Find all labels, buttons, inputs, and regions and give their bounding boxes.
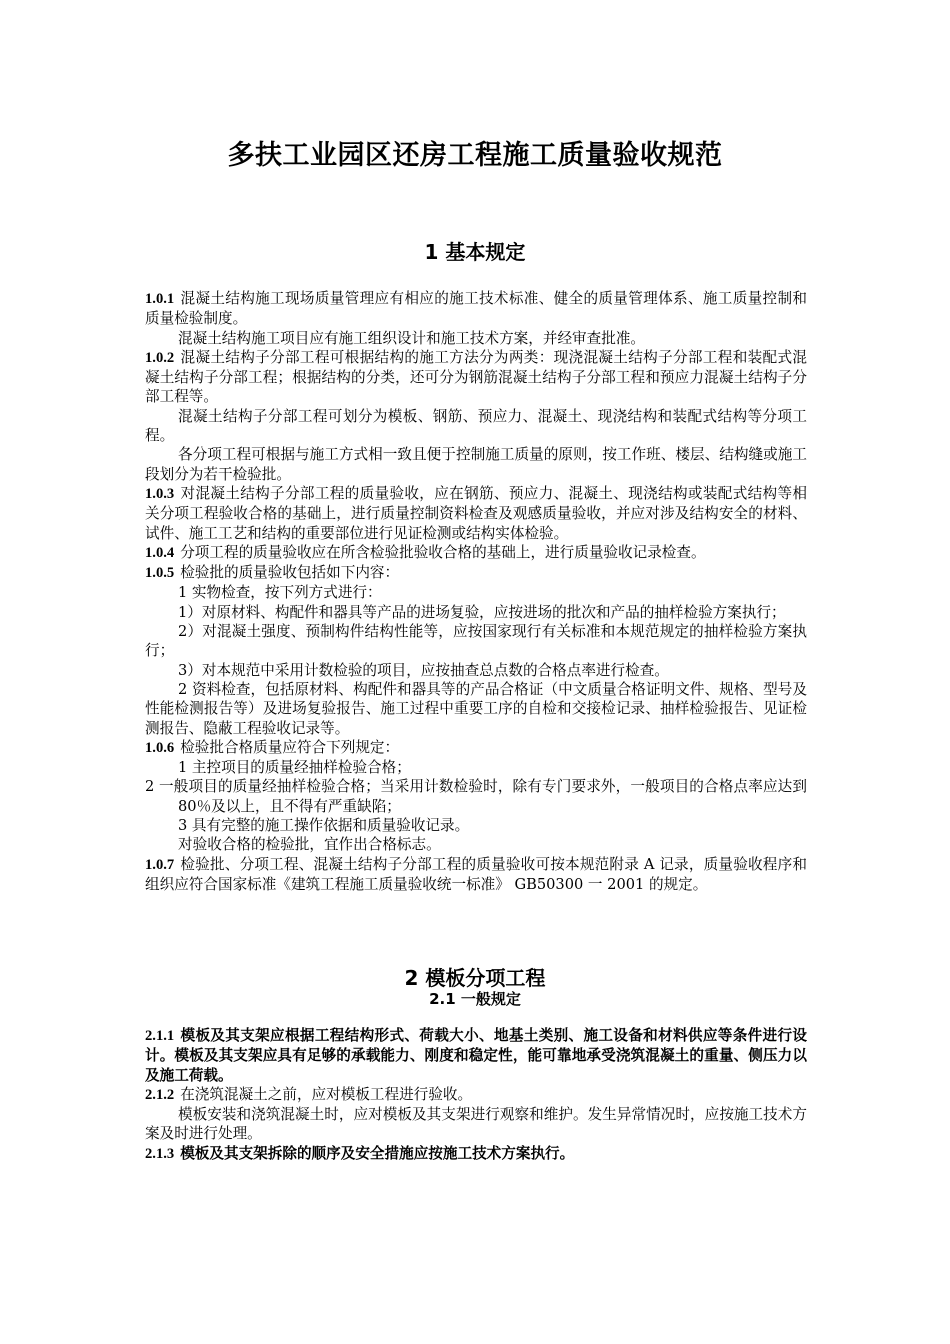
paragraph: 混凝土结构子分部工程可划分为模板、钢筋、预应力、混凝土、现浇结构和装配式结构等分项工程。	[145, 407, 807, 445]
section-2-body	[145, 1026, 807, 1164]
clause-1-0-3: 1.0.3 对混凝土结构子分部工程的质量验收，应在钢筋、预应力、混凝土、现浇结构或装配式结构等相关分项工程验收合格的基础上，进行质量控制资料检查及观感质量验收，并应对涉及结构安全的材料、试件、施工工艺和结构的重要部位进行见证检测或结构实体检验。	[145, 484, 807, 542]
list-item: 3）对本规范中采用计数检验的项目，应按抽查总点数的合格点率进行检查。	[178, 661, 669, 679]
clause-2-1-3: 2.1.3 模板及其支架拆除的顺序及安全措施应按施工技术方案执行。	[145, 1144, 575, 1162]
list-item: 1 实物检查，按下列方式进行：	[178, 584, 382, 602]
clause-1-0-1: 1.0.1 混凝土结构施工现场质量管理应有相应的施工技术标准、健全的质量管理体系、施工质量控制和质量检验制度。	[145, 290, 807, 328]
paragraph: 各分项工程可根据与施工方式相一致且便于控制施工质量的原则，按工作班、楼层、结构缝或施工段划分为若干检验批。	[145, 446, 807, 483]
clause-1-0-2: 1.0.2 混凝土结构子分部工程可根据结构的施工方法分为两类：现浇混凝土结构子分部工程和装配式混凝土结构子分部工程；根据结构的分类，还可分为钢筋混凝土结构子分部工程和预应力混凝土结构子分部工程等。	[145, 348, 807, 406]
list-item: 1 主控项目的质量经抽样检验合格；	[178, 759, 411, 777]
clause-1-0-4: 1.0.4 分项工程的质量验收应在所含检验批验收合格的基础上，进行质量验收记录检查。	[145, 543, 706, 561]
section-1-body	[145, 289, 807, 894]
section-2-1-subtitle: 2.1 一般规定	[429, 990, 521, 1008]
paragraph: 混凝土结构施工项目应有施工组织设计和施工技术方案，并经审查批准。	[178, 329, 646, 347]
clause-1-0-6: 1.0.6 检验批合格质量应符合下列规定：	[145, 738, 400, 756]
clause-2-1-2: 2.1.2 在浇筑混凝土之前，应对模板工程进行验收。	[145, 1085, 473, 1103]
section-1-title: 1 基本规定	[424, 240, 526, 264]
document-title: 多扶工业园区还房工程施工质量验收规范	[227, 140, 723, 171]
list-item: 2）对混凝土强度、预制构件结构性能等，应按国家现行有关标准和本规范规定的抽样检验方案执行；	[145, 623, 807, 660]
clause-1-0-7: 1.0.7 检验批、分项工程、混凝土结构子分部工程的质量验收可按本规范附录 A 记录，质量验收程序和组织应符合国家标准《建筑工程施工质量验收统一标准》 GB50300 一 2001 的规定。	[145, 855, 807, 893]
paragraph: 模板安装和浇筑混凝土时，应对模板及其支架进行观察和维护。发生异常情况时，应按施工技术方案及时进行处理。	[145, 1106, 807, 1143]
section-2-title: 2 模板分项工程	[404, 966, 546, 990]
clause-2-1-1: 2.1.1 模板及其支架应根据工程结构形式、荷载大小、地基土类别、施工设备和材料供应等条件进行设计。模板及其支架应具有足够的承载能力、刚度和稳定性，能可靠地承受浇筑混凝土的重量、侧压力以及施工荷载。	[145, 1027, 807, 1084]
list-item: 2 一般项目的质量经抽样检验合格；当采用计数检验时，除有专门要求外，一般项目的合格点率应达到 80％及以上，且不得有严重缺陷；	[145, 778, 807, 815]
list-item: 3 具有完整的施工操作依据和质量验收记录。	[178, 817, 470, 835]
clause-1-0-5: 1.0.5 检验批的质量验收包括如下内容：	[145, 564, 400, 582]
list-item: 2 资料检查，包括原材料、构配件和器具等的产品合格证（中文质量合格证明文件、规格、型号及性能检测报告等）及进场复验报告、施工过程中重要工序的自检和交接检记录、抽样检验报告、见证检测报告、隐蔽工程验收记录等。	[145, 680, 807, 737]
list-item: 1）对原材料、构配件和器具等产品的进场复验，应按进场的批次和产品的抽样检验方案执行；	[178, 603, 786, 621]
paragraph: 对验收合格的检验批，宜作出合格标志。	[178, 836, 441, 854]
